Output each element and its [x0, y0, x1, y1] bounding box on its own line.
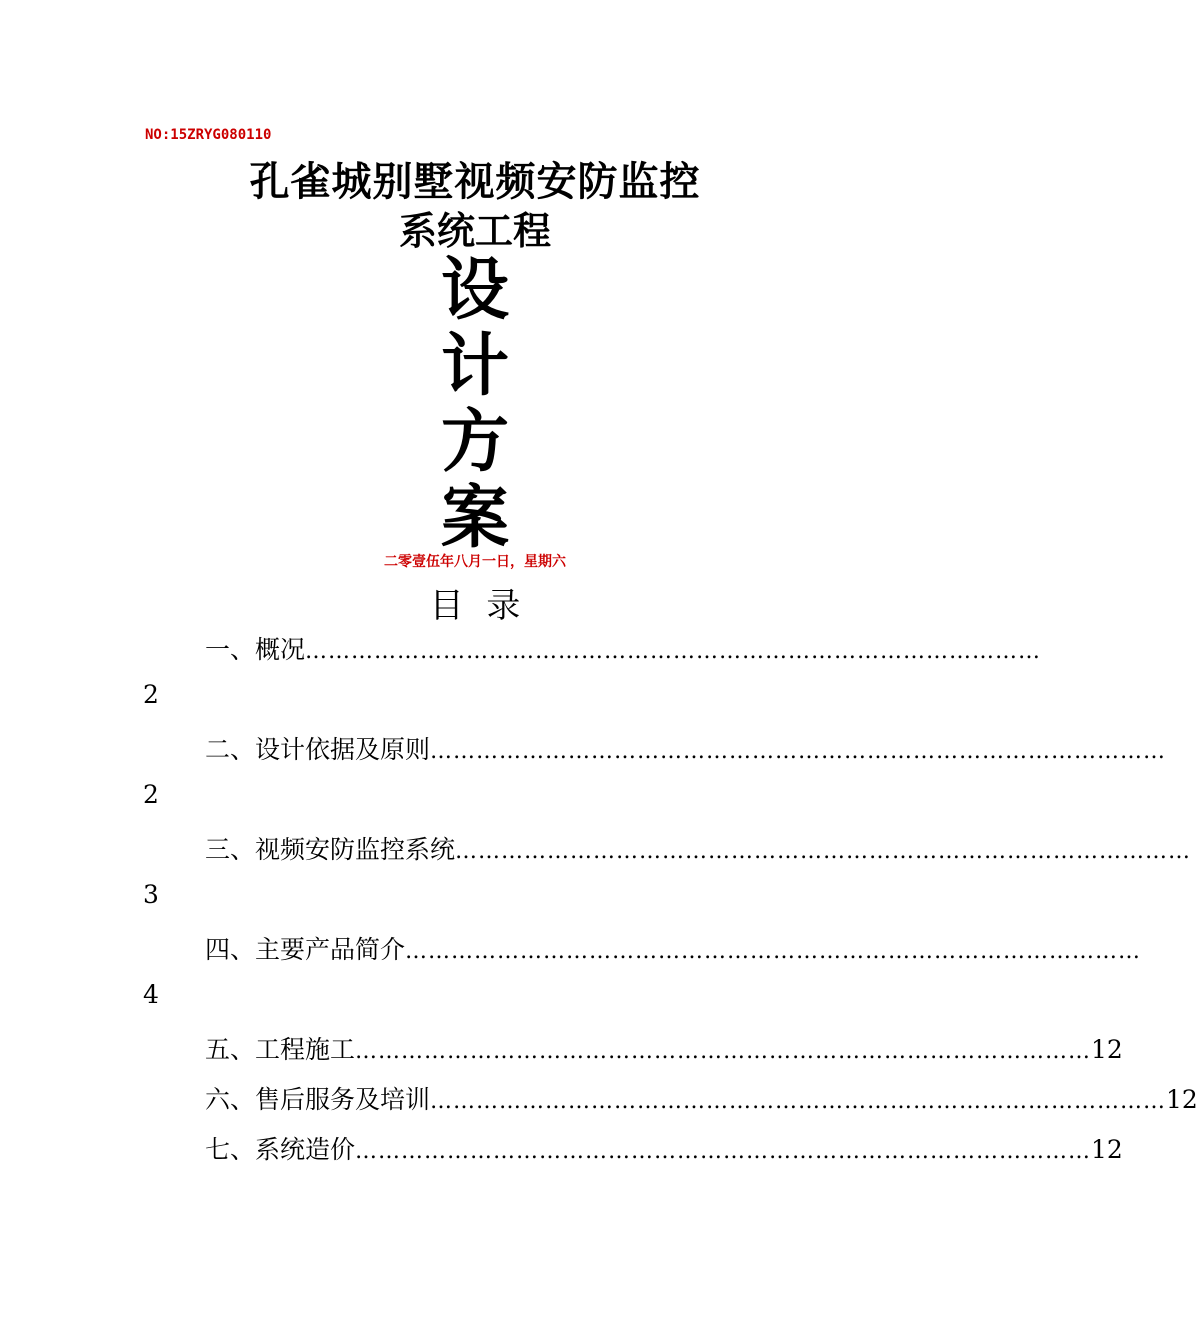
- toc-entry: [205, 730, 1167, 766]
- toc-entry-page: 4: [143, 980, 159, 1009]
- toc-entry-page: 12: [1091, 1135, 1123, 1164]
- toc-entry-label: 二、设计依据及原则: [205, 735, 431, 764]
- toc-leader-dots: ……………………………………………………………………………………: [430, 1089, 1167, 1114]
- toc-entry: [205, 830, 1192, 866]
- toc-leader-dots: ……………………………………………………………………………………: [455, 839, 1192, 864]
- toc-entry-label: 六、售后服务及培训: [205, 1085, 431, 1114]
- toc-entry: [205, 930, 1142, 966]
- toc-entry-label: 三、视频安防监控系统: [205, 835, 456, 864]
- toc-entry-page: 3: [143, 880, 159, 909]
- toc-entry-page: 2: [143, 780, 159, 809]
- document-date: 二零壹伍年八月一日，星期六: [384, 554, 566, 570]
- title-line-2: 系统工程: [398, 208, 551, 253]
- toc-leader-dots: ……………………………………………………………………………………: [430, 739, 1167, 764]
- title-line-1: 孔雀城别墅视频安防监控: [249, 158, 701, 205]
- toc-entry-page: 12: [1166, 1085, 1198, 1114]
- document-number: NO:15ZRYG080110: [145, 127, 272, 143]
- toc-entry-label: 四、主要产品简介: [205, 935, 406, 964]
- toc-leader-dots: ……………………………………………………………………………………: [355, 1139, 1092, 1164]
- toc-entry: [205, 1130, 1123, 1166]
- toc-leader-dots: ……………………………………………………………………………………: [355, 1039, 1092, 1064]
- big-title-char-3: 方: [440, 402, 509, 482]
- big-title-char-2: 计: [440, 326, 509, 406]
- toc-leader-dots: ……………………………………………………………………………………: [305, 639, 1042, 664]
- toc-entry-page: 12: [1091, 1035, 1123, 1064]
- toc-title: 目 录: [429, 586, 521, 626]
- toc-leader-dots: ……………………………………………………………………………………: [405, 939, 1142, 964]
- toc-entry-label: 五、工程施工: [205, 1035, 356, 1064]
- big-title-char-4: 案: [440, 478, 509, 558]
- toc-entry: [205, 630, 1042, 666]
- toc-entry-page: 2: [143, 680, 159, 709]
- toc-entry: [205, 1030, 1123, 1066]
- toc-entry-label: 七、系统造价: [205, 1135, 356, 1164]
- big-title-char-1: 设: [440, 250, 509, 330]
- toc-entry: [205, 1080, 1198, 1116]
- toc-entry-label: 一、概况: [205, 635, 306, 664]
